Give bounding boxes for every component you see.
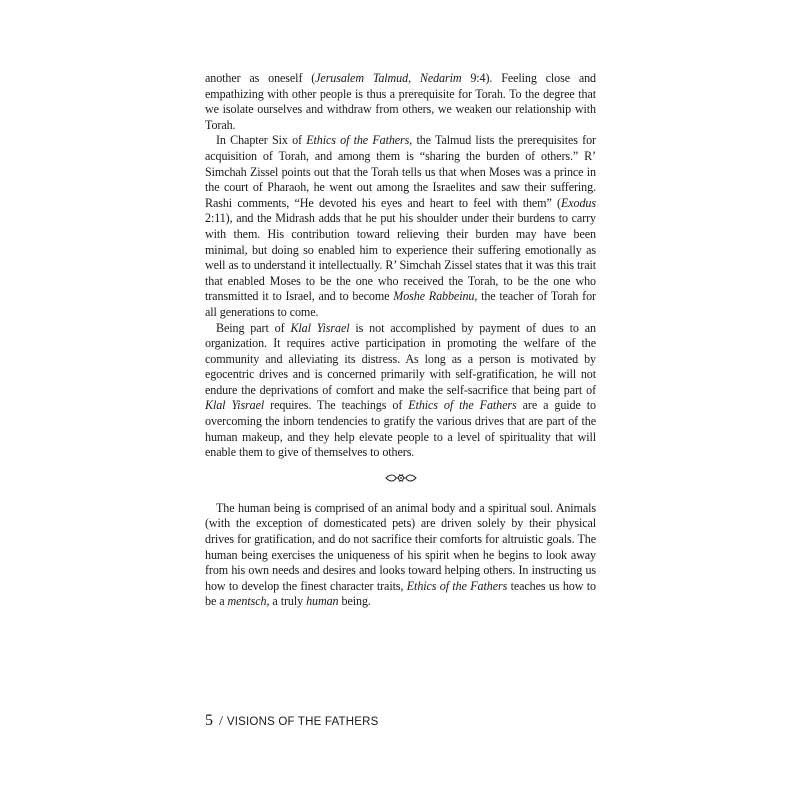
text-run: , <box>408 71 420 85</box>
text-run: 2:11), and the Midrash adds that he put his shoulder under their burdens to carry with them. His contribution toward relieving their burden may have been minimal, but doing so enabled him to experience their suffering emotionally as well as to understand it intellectually. R’ Simchah Zissel states that it was this trait that enabled Moses to be the one who received the Torah, to be the one who transmitted it to Israel, and to become <box>205 211 596 304</box>
italic-text: Nedarim <box>419 71 462 85</box>
footer-separator: / <box>219 714 223 729</box>
italic-text: Ethics of the Fathers <box>306 133 410 148</box>
paragraphs-before-break <box>205 71 596 461</box>
page-footer <box>205 712 378 730</box>
text-run: , the Talmud lists the prerequisites for acquisition of Torah, and among them is “sharing the burden of others.” R’ Simchah Zissel points out that the Torah tells us that when Moses was a prince in the court of Pharaoh, he went out among the Israelites and saw their suffering. Rashi comments, “He devoted his eyes and heart to feel with them” ( <box>205 133 596 210</box>
text-run: teaches us how to be a <box>205 578 596 609</box>
italic-text: Klal Yisrael <box>205 398 265 413</box>
running-title: VISIONS OF THE FATHERS <box>226 716 379 728</box>
paragraphs-after-break <box>205 501 596 610</box>
text-run: requires. The teachings of <box>264 398 409 413</box>
text-run: , the teacher of Torah for all generations to come. <box>205 289 596 319</box>
italic-text: human <box>306 594 339 609</box>
page-number: 5 <box>205 712 213 729</box>
text-run: 9:4). Feeling close and empathizing with other people is thus a prerequisite for Torah. To the degree that we isolate ourselves and withdraw from others, we weaken our relationship with Torah. <box>205 71 597 132</box>
paragraph <box>205 321 596 461</box>
paragraph <box>205 501 596 610</box>
fleuron-ornament-icon <box>384 473 418 483</box>
text-run: , a truly <box>266 594 307 609</box>
text-run: being. <box>338 594 371 609</box>
section-break-ornament <box>205 471 596 485</box>
text-run: In Chapter Six of <box>216 133 307 148</box>
italic-text: Ethics of the Fathers <box>408 398 517 413</box>
italic-text: Klal Yisrael <box>290 320 350 335</box>
text-run: is not accomplished by payment of dues to an organization. It requires active participation in promoting the welfare of the community and alleviating its distress. As long as a person is motivated by egocentric drives and is concerned primarily with self-gratification, he will not endure the deprivations of comfort and make the self-sacrifice that being part of <box>205 320 596 397</box>
italic-text: Moshe Rabbeinu <box>393 289 475 304</box>
body-text <box>205 71 596 610</box>
paragraph <box>205 71 596 133</box>
text-run: are a guide to overcoming the inborn tendencies to gratify the various drives that are part of the human makeup, and they help elevate people to a level of spirituality that will enable them to give of themselves to others. <box>205 398 596 460</box>
italic-text: Ethics of the Fathers <box>406 578 508 593</box>
italic-text: Exodus <box>560 195 596 210</box>
text-run: The human being is comprised of an animal body and a spiritual soul. Animals (with the exception of domesticated pets) are driven solely by their physical drives for gratification, and do not sacrifice their comforts for altruistic goals. The human being exercises the uniqueness of his spirit when he begins to look away from his own needs and desires and looks toward helping others. In instructing us how to develop the finest character traits, <box>205 500 596 593</box>
paragraph <box>205 133 596 320</box>
italic-text: mentsch <box>227 594 267 609</box>
italic-text: Jerusalem Talmud <box>315 71 409 85</box>
text-run: Being part of <box>216 320 291 335</box>
text-run: another as oneself ( <box>205 71 316 85</box>
